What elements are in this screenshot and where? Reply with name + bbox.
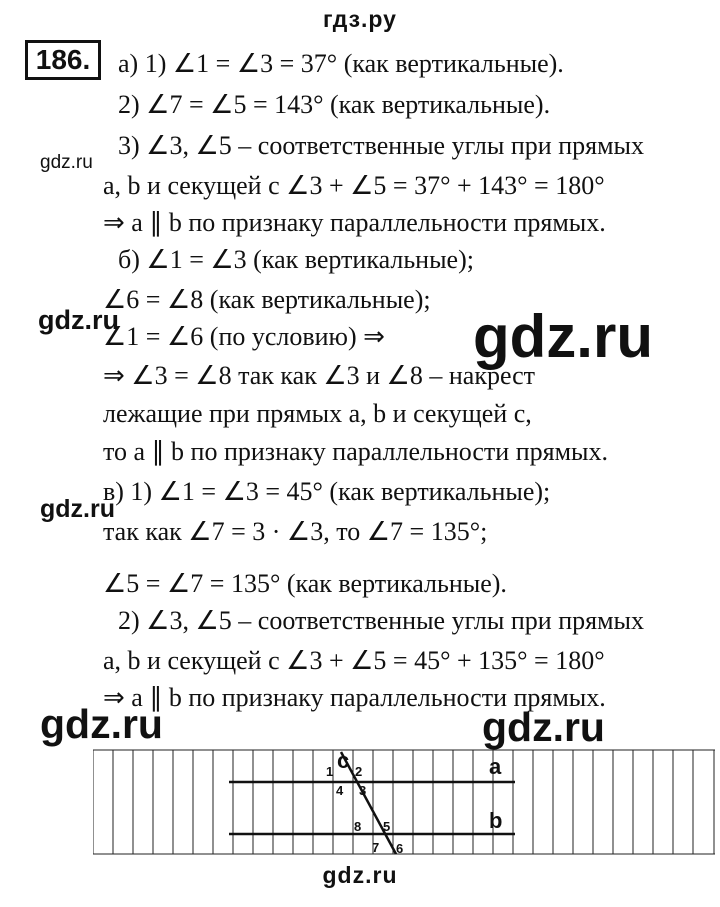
watermark-medium: gdz.ru: [482, 704, 605, 750]
watermark-small: gdz.ru: [40, 495, 115, 523]
angle-label: 3: [359, 783, 367, 798]
watermark-medium: gdz.ru: [40, 701, 163, 747]
watermark-bottom: gdz.ru: [322, 862, 398, 888]
line-b-label: b: [489, 808, 503, 833]
solution-line: ∠1 = ∠6 (по условию) ⇒: [103, 322, 385, 351]
secant-c: [341, 752, 396, 854]
watermark-top: гдз.ру: [323, 6, 397, 32]
solution-line: 3) ∠3, ∠5 – соответственные углы при прямых: [118, 131, 644, 160]
solution-line: a, b и секущей c ∠3 + ∠5 = 45° + 135° = 180°: [103, 646, 605, 675]
watermark-small: gdz.ru: [40, 152, 93, 173]
solution-line: ⇒ a ∥ b по признаку параллельности прямых.: [103, 208, 606, 237]
angle-label: 4: [336, 783, 344, 798]
solution-line: ⇒ ∠3 = ∠8 так как ∠3 и ∠8 – накрест: [103, 361, 536, 390]
problem-number: 186.: [25, 40, 101, 80]
solution-line: ⇒ a ∥ b по признаку параллельности прямых.: [103, 683, 606, 712]
angle-label: 8: [354, 819, 362, 834]
angle-label: 5: [383, 819, 391, 834]
solution-line: ∠6 = ∠8 (как вертикальные);: [103, 285, 431, 314]
secant-label: c: [337, 748, 350, 773]
solution-line: лежащие при прямых a, b и секущей c,: [103, 399, 532, 428]
watermark-large: gdz.ru: [473, 303, 653, 370]
line-a-label: a: [489, 754, 502, 779]
solution-line: так как ∠7 = 3 · ∠3, то ∠7 = 135°;: [103, 517, 488, 546]
solution-line: б) ∠1 = ∠3 (как вертикальные);: [118, 245, 474, 274]
parallel-lines-figure: [93, 748, 715, 858]
angle-label: 7: [372, 840, 380, 855]
angle-label: 2: [355, 764, 363, 779]
solution-line: a, b и секущей c ∠3 + ∠5 = 37° + 143° = 180°: [103, 171, 605, 200]
solution-line: а) 1) ∠1 = ∠3 = 37° (как вертикальные).: [118, 49, 564, 78]
solution-line: то a ∥ b по признаку параллельности прямых.: [103, 437, 609, 466]
figure-grid: [93, 748, 715, 858]
solution-line: 2) ∠7 = ∠5 = 143° (как вертикальные).: [118, 90, 551, 119]
solution-line: в) 1) ∠1 = ∠3 = 45° (как вертикальные);: [103, 477, 551, 506]
watermark-small: gdz.ru: [38, 305, 119, 335]
angle-label: 1: [326, 764, 334, 779]
solution-line: 2) ∠3, ∠5 – соответственные углы при прямых: [118, 606, 644, 635]
angle-label: 6: [396, 841, 404, 856]
solution-line: ∠5 = ∠7 = 135° (как вертикальные).: [103, 569, 507, 598]
